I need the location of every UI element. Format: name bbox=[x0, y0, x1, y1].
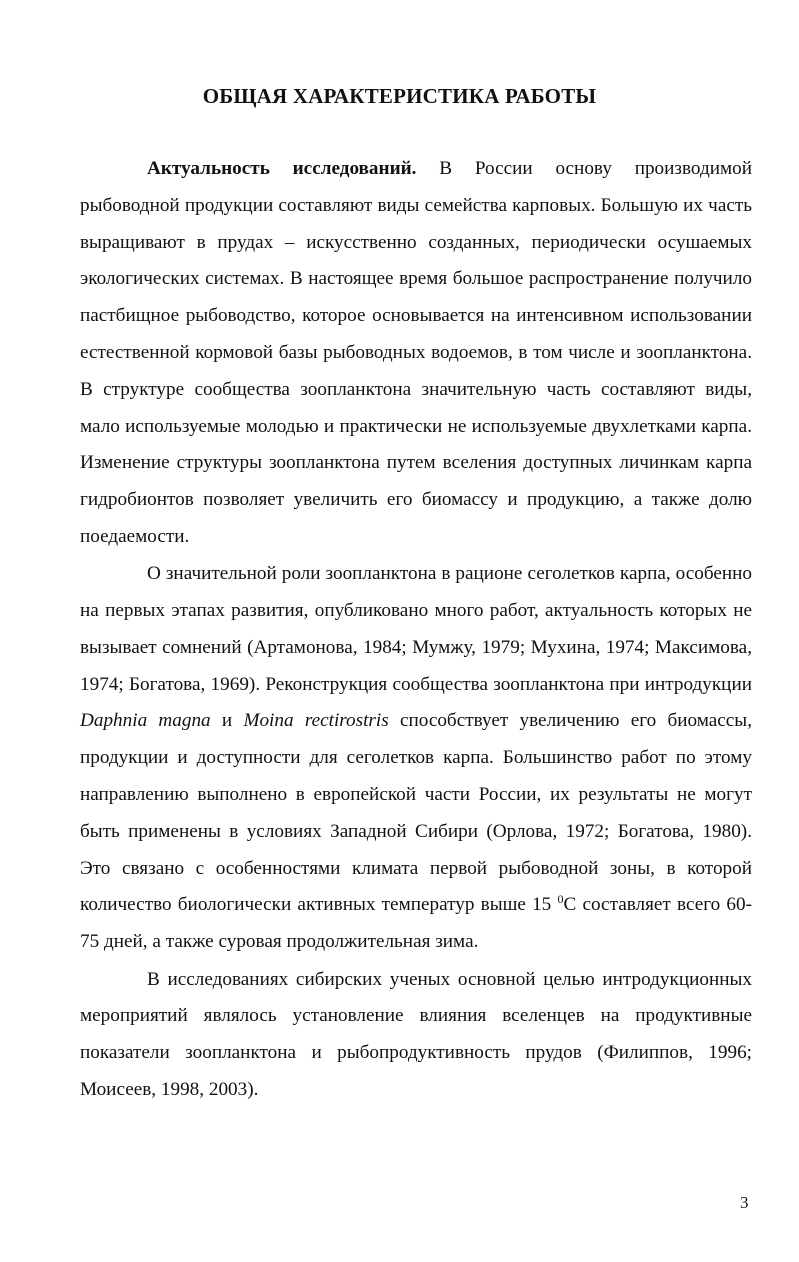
body-text bbox=[80, 151, 752, 1109]
zooplankton-text-d: С составляет всего 60-75 дней, а также суровая продолжительная зима. bbox=[80, 894, 752, 953]
paragraph-zooplankton-role bbox=[80, 556, 752, 961]
species-daphnia-magna: Daphnia magna bbox=[80, 710, 211, 732]
relevance-text: В России основу производимой рыбоводной продукции составляют виды семейства карповых. Большую их часть выращивают в прудах – искусственно созданных, периодически осушаемых экологических системах. В настоящее время большое распространение получило пастбищное рыбоводство, которое основывается на интенсивном использовании естественной кормовой базы рыбоводных водоемов, в том числе и зоопланктона. В структуре сообщества зоопланктона значительную часть составляют виды, мало используемые молодью и практически не используемые двухлетками карпа. Изменение структуры зоопланктона путем вселения доступных личинкам карпа гидробионтов позволяет увеличить его биомассу и продукцию, а также долю поедаемости. bbox=[80, 158, 752, 547]
zooplankton-text-b: и bbox=[210, 710, 244, 732]
paragraph-siberian-studies bbox=[80, 962, 752, 1109]
page-title: ОБЩАЯ ХАРАКТЕРИСТИКА РАБОТЫ bbox=[202, 84, 597, 108]
page-number: 3 bbox=[740, 1193, 749, 1212]
relevance-heading: Актуальность исследований. bbox=[147, 158, 417, 179]
zooplankton-text-a: О значительной роли зоопланктона в рационе сеголетков карпа, особенно на первых этапах развития, опубликовано много работ, актуальность которых не вызывает сомнений (Артамонова, 1984; Мумжу, 1979; Мухина, 1974; Максимова, 1974; Богатова, 1969). Реконструкция сообщества зоопланктона при интродукции bbox=[80, 563, 752, 695]
zooplankton-text-c: способствует увеличению его биомассы, продукции и доступности для сеголетков карпа. Большинство работ по этому направлению выполнено в европейской части России, их результаты не могут быть применены в условиях Западной Сибири (Орлова, 1972; Богатова, 1980). Это связано с особенностями климата первой рыбоводной зоны, в которой количество биологически активных температур выше 15 bbox=[80, 710, 752, 916]
degree-superscript: 0 bbox=[557, 892, 564, 907]
siberian-text: В исследованиях сибирских ученых основной целью интродукционных мероприятий являлось установление влияния вселенцев на продуктивные показатели зоопланктона и рыбопродуктивность прудов (Филиппов, 1996; Моисеев, 1998, 2003). bbox=[80, 968, 752, 1100]
species-moina-rectirostris: Moina rectirostris bbox=[243, 710, 389, 732]
paragraph-relevance bbox=[80, 151, 752, 556]
